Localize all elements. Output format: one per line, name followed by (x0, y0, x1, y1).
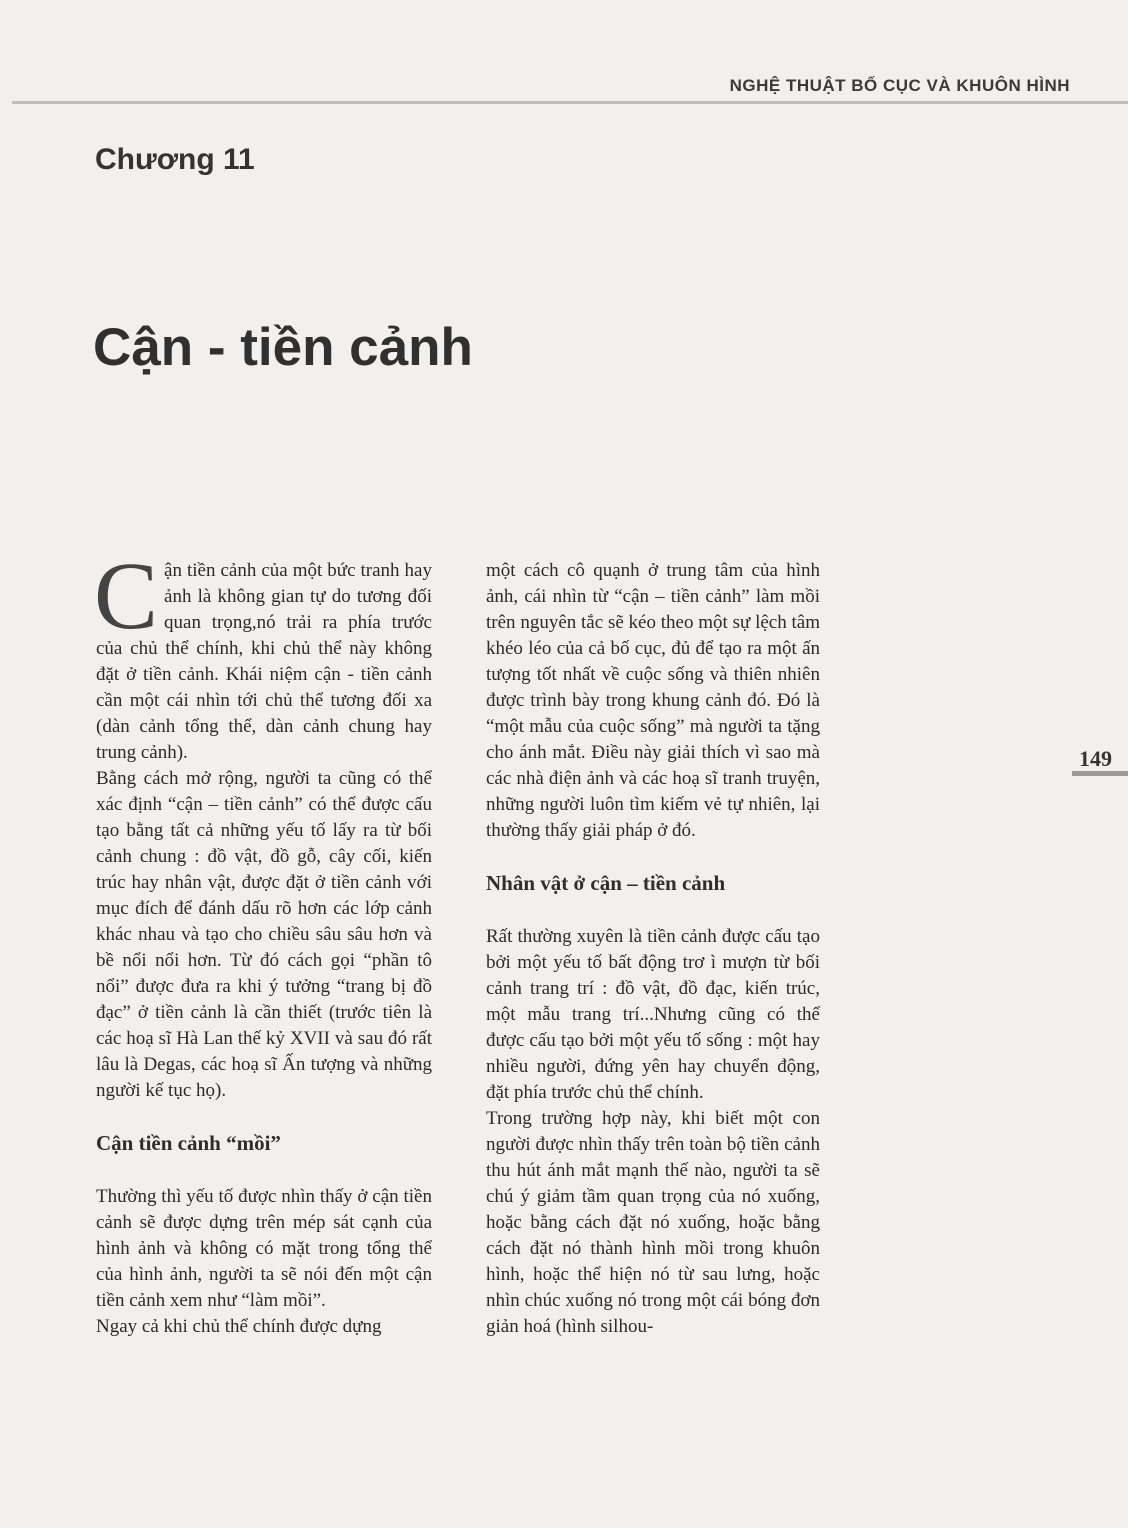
body-paragraph: Trong trường hợp này, khi biết một con người được nhìn thấy trên toàn bộ tiền cảnh thu hút ánh mắt mạnh thế nào, người ta sẽ chú ý giảm tầm quan trọng của nó xuống, hoặc bằng cách đặt nó xuống, hoặc bằng cách đặt nó thành hình mồi trong khuôn hình, hoặc thể hiện nó từ sau lưng, hoặc nhìn chúc xuống nó trong một cái bóng đơn giản hoá (hình silhou- (486, 1108, 820, 1337)
left-column (94, 542, 432, 1340)
body-paragraph: một cách cô quạnh ở trung tâm của hình ảnh, cái nhìn từ “cận – tiền cảnh” làm mồi trên nguyên tắc sẽ kéo theo một sự lệch tâm khéo léo của cả bố cục, đủ để tạo ra một ấn tượng tốt nhất về cuộc sống và thiên nhiên được trình bày trong khung cảnh đó. Đó là “một mẫu của cuộc sống” mà người ta tặng cho ánh mắt. Điều này giải thích vì sao mà các nhà điện ảnh và các hoạ sĩ tranh truyện, những người luôn tìm kiếm vẻ tự nhiên, lại thường thấy giải pháp ở đó. (486, 560, 820, 841)
running-header: NGHỆ THUẬT BỐ CỤC VÀ KHUÔN HÌNH (729, 76, 1070, 95)
body-paragraph: Ngay cả khi chủ thể chính được dựng (96, 1316, 382, 1337)
page-number-bar (1072, 771, 1128, 776)
chapter-label: Chương 11 (95, 143, 255, 176)
header-rule (12, 101, 1128, 104)
intro-text: ận tiền cảnh của một bức tranh hay ảnh là không gian tự do tương đối quan trọng,nó trải ra phía trước của chủ thể chính, khi chủ thể này không đặt ở tiền cảnh. Khái niệm cận - tiền cảnh cần một cái nhìn tới chủ thể tương đối xa (dàn cảnh tổng thể, dàn cảnh chung hay trung cảnh). (96, 560, 432, 763)
page-number: 149 (1079, 746, 1112, 771)
drop-cap: C (94, 542, 159, 649)
body-paragraph: Rất thường xuyên là tiền cảnh được cấu tạo bởi một yếu tố bất động trơ ì mượn từ bối cảnh trang trí : đồ vật, đồ đạc, kiến trúc, một mẫu trang trí...Nhưng cũng có thể được cấu tạo bởi một yếu tố sống : một hay nhiều người, đứng yên hay chuyển động, đặt phía trước chủ thể chính. (486, 926, 820, 1103)
section-heading-moi: Cận tiền cảnh “mồi” (96, 1131, 281, 1155)
body-paragraph: Bằng cách mở rộng, người ta cũng có thể xác định “cận – tiền cảnh” có thể được cấu tạo bằng tất cả những yếu tố lấy ra từ bối cảnh chung : đồ vật, đồ gỗ, cây cối, kiến trúc hay nhân vật, được đặt ở tiền cảnh với mục đích để đánh dấu rõ hơn các lớp cảnh khác nhau và tạo cho chiều sâu sâu hơn và bề nổi nổi hơn. Từ đó cách gọi “phần tô nổi” được đưa ra khi ý tưởng “trang bị đồ đạc” ở tiền cảnh là cần thiết (trước tiên là các hoạ sĩ Hà Lan thế kỷ XVII và sau đó rất lâu là Degas, các hoạ sĩ Ấn tượng và những người kế tục họ). (96, 768, 432, 1101)
chapter-title: Cận - tiền cảnh (93, 318, 473, 377)
intro-paragraph (94, 542, 432, 766)
body-paragraph: Thường thì yếu tố được nhìn thấy ở cận tiền cảnh sẽ được dựng trên mép sát cạnh của hình ảnh và không có mặt trong tổng thể của hình ảnh, người ta sẽ nói đến một cận tiền cảnh xem như “làm mồi”. (96, 1186, 432, 1311)
right-column (486, 558, 820, 1340)
section-heading-nhan-vat: Nhân vật ở cận – tiền cảnh (486, 871, 726, 895)
